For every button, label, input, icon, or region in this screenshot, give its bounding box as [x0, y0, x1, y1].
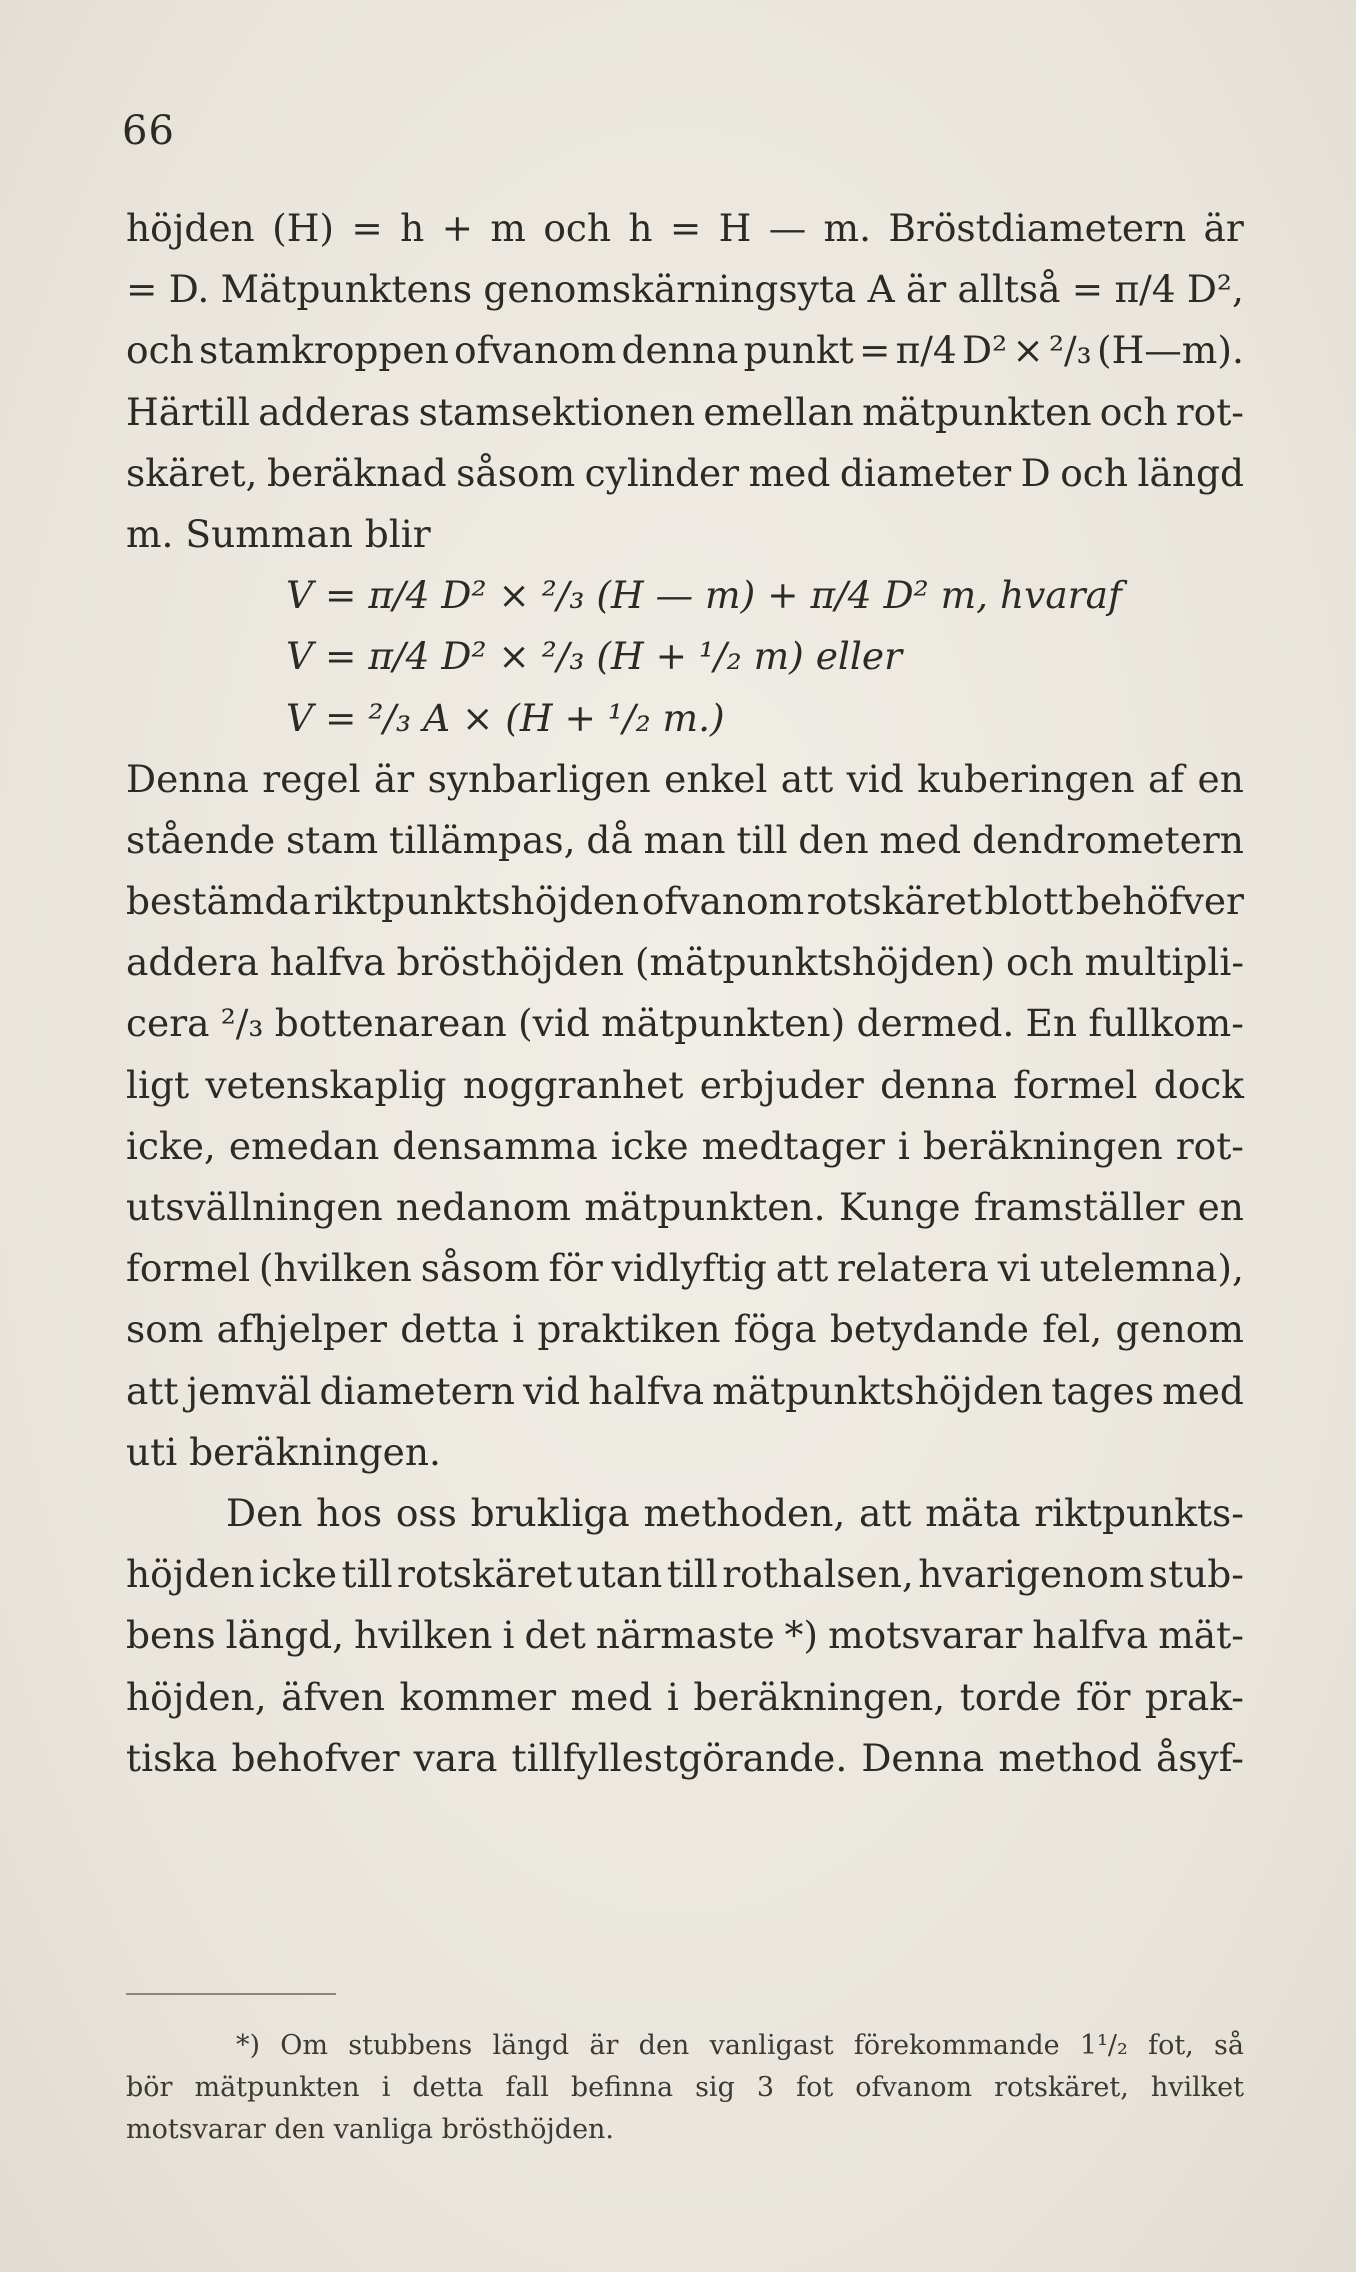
text-line: bens längd, hvilken i det närmaste *) motsvarar halfva mät- — [126, 1613, 1244, 1658]
text-line: höjden (H) = h + m och h = H — m. Bröstdiametern är — [126, 206, 1244, 250]
footnote-line: *) Om stubbens längd är den vanligast förekommande 1¹/₂ fot, så — [236, 2030, 1244, 2061]
text-line: höjden icke till rotskäret utan till rothalsen, hvarigenom stub- — [126, 1552, 1244, 1597]
text-line: addera halfva brösthöjden (mätpunktshöjden) och multipli- — [126, 940, 1244, 985]
text-line: och stamkroppen ofvanom denna punkt = π/4 D² × ²/₃ (H—m). — [126, 328, 1244, 373]
text-line: Den hos oss brukliga methoden, att mäta riktpunkts- — [226, 1490, 1244, 1535]
formula-line — [126, 626, 1244, 687]
text-line: stående stam tillämpas, då man till den med dendrometern — [126, 817, 1244, 862]
body-text — [126, 198, 1244, 1789]
text-line: Denna regel är synbarligen enkel att vid kuberingen af en — [126, 756, 1244, 801]
text-line: tiska behofver vara tillfyllestgörande. Denna method åsyf- — [126, 1735, 1244, 1780]
text-line: cera ²/₃ bottenarean (vid mätpunkten) dermed. En fullkom- — [126, 1001, 1244, 1046]
footnote — [126, 2025, 1244, 2151]
text-line: att jemväl diametern vid halfva mätpunktshöjden tages med — [126, 1368, 1244, 1413]
volume-formula-1: V = π/4 D² × ²/₃ (H — m) + π/4 D² m, hvaraf — [286, 573, 1122, 618]
text-line: uti beräkningen. — [126, 1429, 441, 1474]
volume-formula-3: V = ²/₃ A × (H + ¹/₂ m.) — [286, 695, 725, 740]
text-line: skäret, beräknad såsom cylinder med diameter D och längd — [126, 450, 1244, 495]
volume-formula-2: V = π/4 D² × ²/₃ (H + ¹/₂ m) eller — [286, 634, 903, 679]
text-line: höjden, äfven kommer med i beräkningen, torde för prak- — [126, 1674, 1244, 1719]
text-line: icke, emedan densamma icke medtager i beräkningen rot- — [126, 1123, 1244, 1168]
formula-line — [126, 688, 1244, 749]
text-line: = D. Mätpunktens genomskärningsyta A är alltså = π/4 D², — [126, 267, 1244, 312]
text-line: m. Summan blir — [126, 511, 431, 556]
text-line: ligt vetenskaplig noggranhet erbjuder denna formel dock — [126, 1062, 1244, 1107]
page-number: 66 — [122, 108, 175, 154]
formula-line — [126, 565, 1244, 626]
text-line: bestämda riktpunktshöjden ofvanom rotskäret blott behöfver — [126, 879, 1244, 924]
footnote-line: bör mätpunkten i detta fall befinna sig 3 fot ofvanom rotskäret, hvilket — [126, 2072, 1244, 2103]
text-line: Härtill adderas stamsektionen emellan mätpunkten och rot- — [126, 389, 1244, 434]
text-line: som afhjelper detta i praktiken föga betydande fel, genom — [126, 1307, 1244, 1352]
footnote-line: motsvarar den vanliga brösthöjden. — [126, 2114, 615, 2145]
text-line: formel (hvilken såsom för vidlyftig att relatera vi utelemna), — [126, 1246, 1244, 1291]
text-line: utsvällningen nedanom mätpunkten. Kunge framställer en — [126, 1185, 1244, 1229]
footnote-divider — [126, 1993, 336, 1995]
